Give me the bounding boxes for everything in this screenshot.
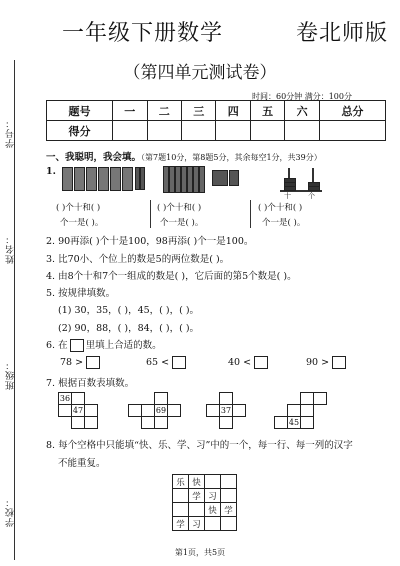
question-5-heading: 5. 按规律填数。 <box>46 288 116 299</box>
grid-cell[interactable] <box>72 417 85 429</box>
score-input-cell[interactable] <box>319 121 385 141</box>
grid-cell[interactable] <box>85 405 98 417</box>
answer-box <box>70 339 84 352</box>
answer-box[interactable] <box>172 356 186 369</box>
student-id-label: 学号： <box>6 118 16 148</box>
q6-item <box>146 356 186 369</box>
answer-box[interactable] <box>332 356 346 369</box>
score-value-row <box>47 121 386 141</box>
grid-cell[interactable] <box>205 517 221 531</box>
q1-part2-line2: 个一是( )。 <box>160 218 204 228</box>
part-divider <box>150 200 151 228</box>
grid-cell[interactable] <box>288 405 301 417</box>
question-5-line1: (1) 30，35，( )，45，( )，( )。 <box>58 305 200 316</box>
grid-cell[interactable] <box>314 393 327 405</box>
grid-row <box>173 517 237 531</box>
grid-cell[interactable]: 乐 <box>173 475 189 489</box>
grid-cell[interactable] <box>168 405 181 417</box>
score-input-cell[interactable] <box>113 121 147 141</box>
part-divider <box>250 200 251 228</box>
grid-cell[interactable]: 快 <box>189 475 205 489</box>
grid-cell[interactable] <box>221 489 237 503</box>
stick-bundle <box>86 167 97 191</box>
grid-row <box>173 475 237 489</box>
score-head-cell: 四 <box>216 101 250 121</box>
grid-cell[interactable] <box>275 417 288 429</box>
question-8-line2: 不能重复。 <box>58 458 106 469</box>
page-title: 一年级下册数学 <box>62 21 224 46</box>
q6-post: 里填上合适的数。 <box>85 340 162 351</box>
grid-cell[interactable]: 学 <box>189 489 205 503</box>
q6-expr: 40 < <box>228 357 252 368</box>
grid-cell[interactable] <box>142 405 155 417</box>
q1-part3-line1: ( )个十和( ) <box>258 203 303 213</box>
grid-cell: 37 <box>220 406 232 415</box>
class-label: 班级： <box>6 360 16 390</box>
q6-item <box>228 356 268 369</box>
time-info: 时间：60分钟 满分：100分 <box>252 92 352 101</box>
score-head-cell: 题号 <box>47 101 113 121</box>
q1-part1-line2: 个一是( )。 <box>60 218 104 228</box>
stick-bundle <box>74 167 85 191</box>
grid-cell[interactable] <box>129 405 142 417</box>
grid-cell[interactable] <box>221 475 237 489</box>
grid-cell[interactable] <box>301 393 314 405</box>
page-subtitle: （第四单元测试卷） <box>123 63 277 83</box>
single-stick <box>140 167 145 190</box>
stick-bundle <box>122 167 133 191</box>
score-input-cell[interactable] <box>147 121 181 141</box>
question-3: 3. 比70小、个位上的数是5的两位数是( )。 <box>46 254 230 265</box>
score-header-row <box>47 101 386 121</box>
grid-cell[interactable] <box>301 417 314 429</box>
hundred-chart-fragment <box>206 392 246 429</box>
section-heading <box>46 149 322 163</box>
section-title: 一、我聪明，我会填。 <box>46 152 142 163</box>
grid-cell[interactable] <box>301 405 314 417</box>
grid-cell[interactable] <box>72 393 85 405</box>
question-6-heading <box>46 337 162 352</box>
score-label-cell: 得分 <box>47 121 113 141</box>
grid-cell[interactable] <box>59 405 72 417</box>
score-table <box>46 100 386 141</box>
score-head-cell: 三 <box>182 101 216 121</box>
publisher-title: 卷北师版 <box>296 21 389 46</box>
page-footer: 第1页，共5页 <box>174 548 226 557</box>
grid-cell[interactable] <box>173 503 189 517</box>
q6-expr: 65 < <box>146 357 170 368</box>
grid-cell[interactable] <box>155 417 168 429</box>
hundred-chart-fragment <box>274 392 327 429</box>
q1-part1-line1: ( )个十和( ) <box>56 203 101 213</box>
stick-bundle <box>110 167 121 191</box>
score-head-cell: 六 <box>285 101 319 121</box>
grid-cell[interactable] <box>173 489 189 503</box>
score-head-cell: 总分 <box>319 101 385 121</box>
grid-cell: 45 <box>288 418 300 427</box>
score-input-cell[interactable] <box>216 121 250 141</box>
q1-part3-line2: 个一是( )。 <box>262 218 306 228</box>
grid-cell: 36 <box>59 394 71 403</box>
grid-cell: 47 <box>72 406 84 415</box>
score-input-cell[interactable] <box>285 121 319 141</box>
stick-bundle <box>62 167 73 191</box>
score-head-cell: 二 <box>147 101 181 121</box>
question-number: 1. <box>46 166 56 177</box>
character-grid <box>172 474 237 531</box>
answer-box[interactable] <box>86 356 100 369</box>
question-5-line2: (2) 90，88，( )，84，( )，( )。 <box>58 323 200 334</box>
q6-expr: 90 > <box>306 357 330 368</box>
score-input-cell[interactable] <box>182 121 216 141</box>
grid-row <box>173 503 237 517</box>
grid-cell[interactable]: 快 <box>205 503 221 517</box>
grid-cell[interactable] <box>205 475 221 489</box>
grid-cell[interactable] <box>233 405 246 417</box>
hundred-chart-fragment <box>128 392 181 429</box>
hundred-chart-fragment <box>58 392 98 429</box>
answer-box[interactable] <box>254 356 268 369</box>
q6-pre: 6. 在 <box>46 340 68 351</box>
unit-cubes <box>229 170 239 186</box>
grid-cell[interactable]: 习 <box>189 517 205 531</box>
school-label: 学校： <box>6 497 16 527</box>
grid-cell[interactable]: 习 <box>205 489 221 503</box>
q6-item <box>60 356 100 369</box>
question-7-heading: 7. 根据百数表填数。 <box>46 378 135 389</box>
grid-cell[interactable] <box>85 417 98 429</box>
question-2: 2. 90再添( )个十是100，98再添( )个一是100。 <box>46 236 254 247</box>
section-note: （第7题10分，第8题5分，其余每空1分，共39分） <box>141 153 322 162</box>
stick-bundle <box>98 167 109 191</box>
grid-cell[interactable] <box>221 517 237 531</box>
grid-cell[interactable] <box>142 417 155 429</box>
score-input-cell[interactable] <box>250 121 284 141</box>
abacus-label-tens: 十 <box>284 192 291 200</box>
name-label: 姓名： <box>6 234 16 264</box>
grid-cell[interactable] <box>155 393 168 405</box>
unit-cubes <box>212 170 228 186</box>
score-head-cell: 一 <box>113 101 147 121</box>
grid-cell: 69 <box>155 406 167 415</box>
grid-cell[interactable] <box>220 417 233 429</box>
abacus-label-ones: 个 <box>308 192 315 200</box>
score-head-cell: 五 <box>250 101 284 121</box>
grid-cell[interactable] <box>207 405 220 417</box>
grid-cell[interactable]: 学 <box>221 503 237 517</box>
ten-rod <box>199 166 205 193</box>
q1-part2-line1: ( )个十和( ) <box>157 203 202 213</box>
q6-expr: 78 > <box>60 357 84 368</box>
question-4: 4. 由8个十和7个一组成的数是( )，它后面的第5个数是( )。 <box>46 271 297 282</box>
grid-row <box>173 489 237 503</box>
grid-cell[interactable] <box>220 393 233 405</box>
q6-item <box>306 356 346 369</box>
grid-cell[interactable] <box>189 503 205 517</box>
question-8-line1: 8. 每个空格中只能填“快、乐、学、习”中的一个，每一行、每一列的汉字 <box>46 440 353 451</box>
grid-cell[interactable]: 学 <box>173 517 189 531</box>
